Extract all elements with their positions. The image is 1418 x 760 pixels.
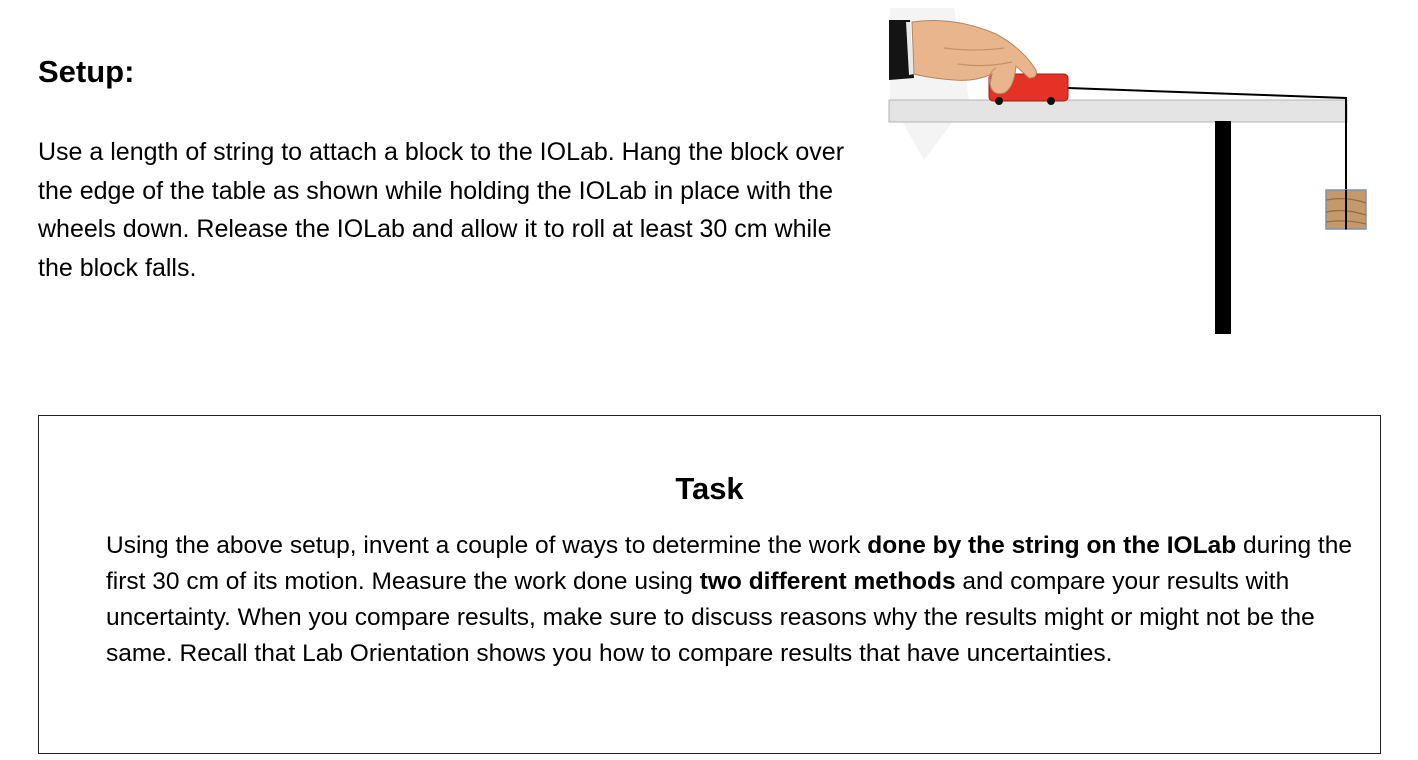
setup-heading: Setup:	[38, 54, 135, 89]
table-top	[889, 100, 1347, 122]
task-text-bold1: done by the string on the IOLab	[867, 532, 1237, 559]
task-heading: Task	[675, 471, 744, 506]
task-box	[38, 415, 1381, 754]
table-leg	[1215, 121, 1231, 334]
task-text-part1: Using the above setup, invent a couple of ways to determine the work	[106, 532, 868, 559]
task-instructions	[106, 528, 1376, 672]
task-text-bold2: two different methods	[699, 568, 956, 595]
task-text-part3: and compare your results with uncertainty. When you compare results, make sure to discuss reasons why the results might or might not be the same. Recall that Lab Orientation shows you how to compare results that have uncertainties.	[106, 568, 1315, 667]
setup-diagram	[884, 8, 1384, 348]
wooden-block-icon	[1326, 190, 1366, 229]
task-text-part2: during the first 30 cm of its motion. Measure the work done using	[106, 532, 1352, 595]
setup-instructions: Use a length of string to attach a block to the IOLab. Hang the block over the edge of the table as shown while holding the IOLab in place with the wheels down. Release the IOLab and allow it to roll at least 30 cm while the block falls.	[38, 138, 845, 282]
